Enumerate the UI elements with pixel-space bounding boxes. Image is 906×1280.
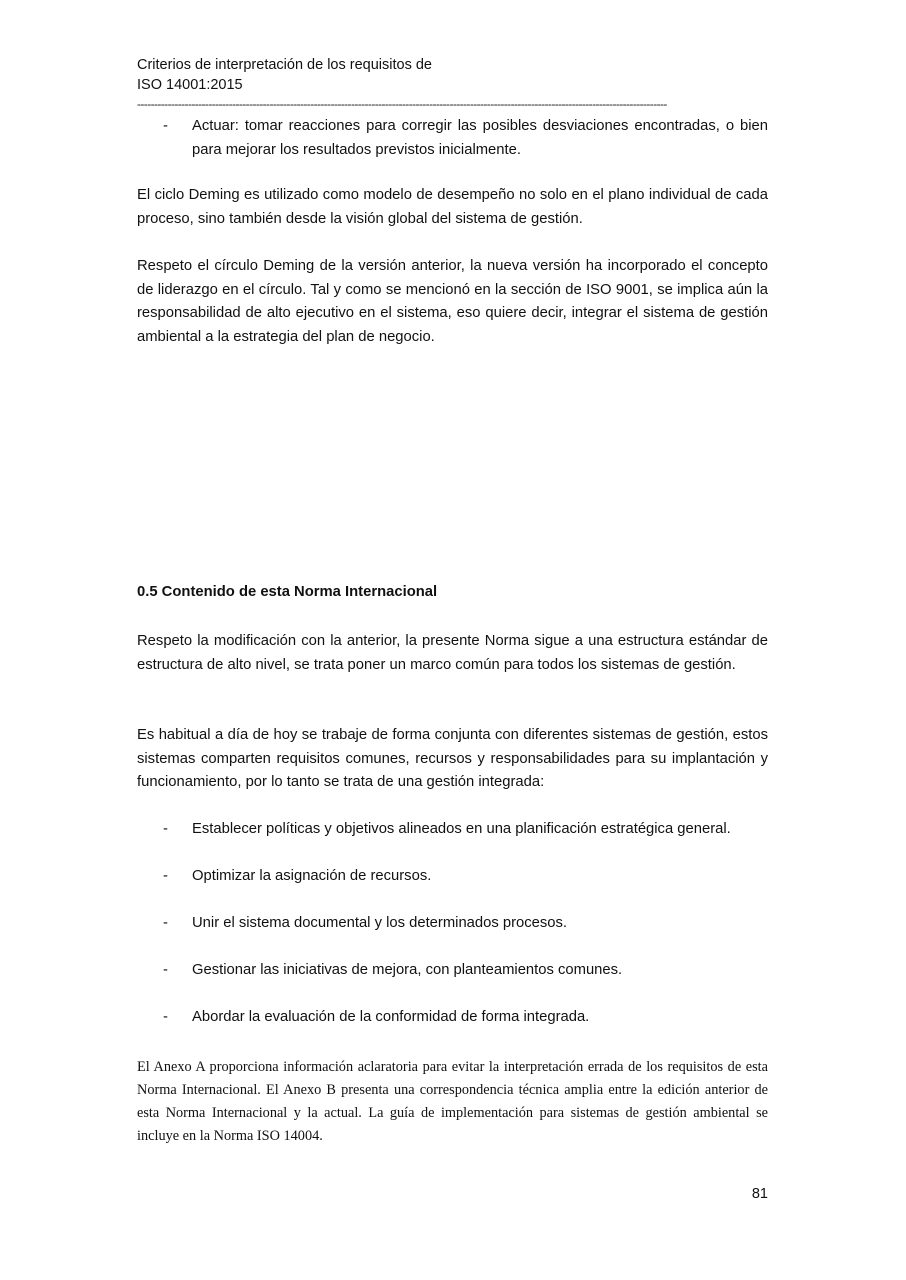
page-number: 81 — [751, 1186, 768, 1202]
bullet-dash: - — [163, 821, 168, 837]
bullet-dash: - — [163, 868, 168, 884]
header-title-line2: ISO 14001:2015 — [137, 77, 243, 93]
paragraph-deming-cycle: El ciclo Deming es utilizado como modelo de desempeño no solo en el plano individual de cada proceso, sino también desde la visión global del sistema de gestión. — [137, 187, 768, 227]
bullet-dash: - — [163, 118, 168, 134]
bullet-text: Gestionar las iniciativas de mejora, con planteamientos comunes. — [192, 962, 623, 978]
bullet-text: Optimizar la asignación de recursos. — [192, 868, 432, 884]
running-header — [137, 55, 777, 95]
bullet-text: Unir el sistema documental y los determinados procesos. — [192, 915, 568, 931]
header-rule: ------------------------------------------------------------------------------------------------------------------------------------------------------------ — [137, 98, 667, 110]
list-item — [137, 959, 768, 983]
paragraph-integrated-management: Es habitual a día de hoy se trabaje de forma conjunta con diferentes sistemas de gestión, estos sistemas comparten requisitos comunes, recursos y responsabilidades para su implantación y funcionamiento, por lo tanto se trata de una gestión integrada: — [137, 727, 768, 790]
list-item — [137, 912, 768, 936]
list-item — [137, 865, 768, 889]
bullet-text: Actuar: tomar reacciones para corregir las posibles desviaciones encontradas, o bien para mejorar los resultados previstos inicialmente. — [192, 118, 768, 158]
header-title-line1: Criterios de interpretación de los requisitos de — [137, 57, 432, 73]
bullet-item-actuar — [137, 115, 768, 162]
paragraph-deming-leadership: Respeto el círculo Deming de la versión anterior, la nueva versión ha incorporado el concepto de liderazgo en el círculo. Tal y como se mencionó en la sección de ISO 9001, se implica aún la responsabilidad de alto ejecutivo en el sistema, eso quiere decir, integrar el sistema de gestión ambiental a la estrategia del plan de negocio. — [137, 258, 768, 345]
list-item — [137, 818, 768, 842]
paragraph-structure: Respeto la modificación con la anterior, la presente Norma sigue a una estructura estándar de estructura de alto nivel, se trata poner un marco común para todos los sistemas de gestión. — [137, 633, 768, 673]
bullet-dash: - — [163, 915, 168, 931]
section-heading: 0.5 Contenido de esta Norma Internacional — [137, 584, 438, 600]
list-item — [137, 1006, 768, 1030]
bullet-text: Abordar la evaluación de la conformidad de forma integrada. — [192, 1009, 590, 1025]
bullet-dash: - — [163, 962, 168, 978]
bullet-text: Establecer políticas y objetivos alineados en una planificación estratégica general. — [192, 821, 731, 837]
paragraph-annex: El Anexo A proporciona información aclaratoria para evitar la interpretación errada de los requisitos de esta Norma Internacional. El Anexo B presenta una correspondencia técnica amplia entre la edición anterior de esta Norma Internacional y la actual. La guía de implementación para sistemas de gestión ambiental se incluye en la Norma ISO 14004. — [137, 1059, 768, 1144]
bullet-dash: - — [163, 1009, 168, 1025]
